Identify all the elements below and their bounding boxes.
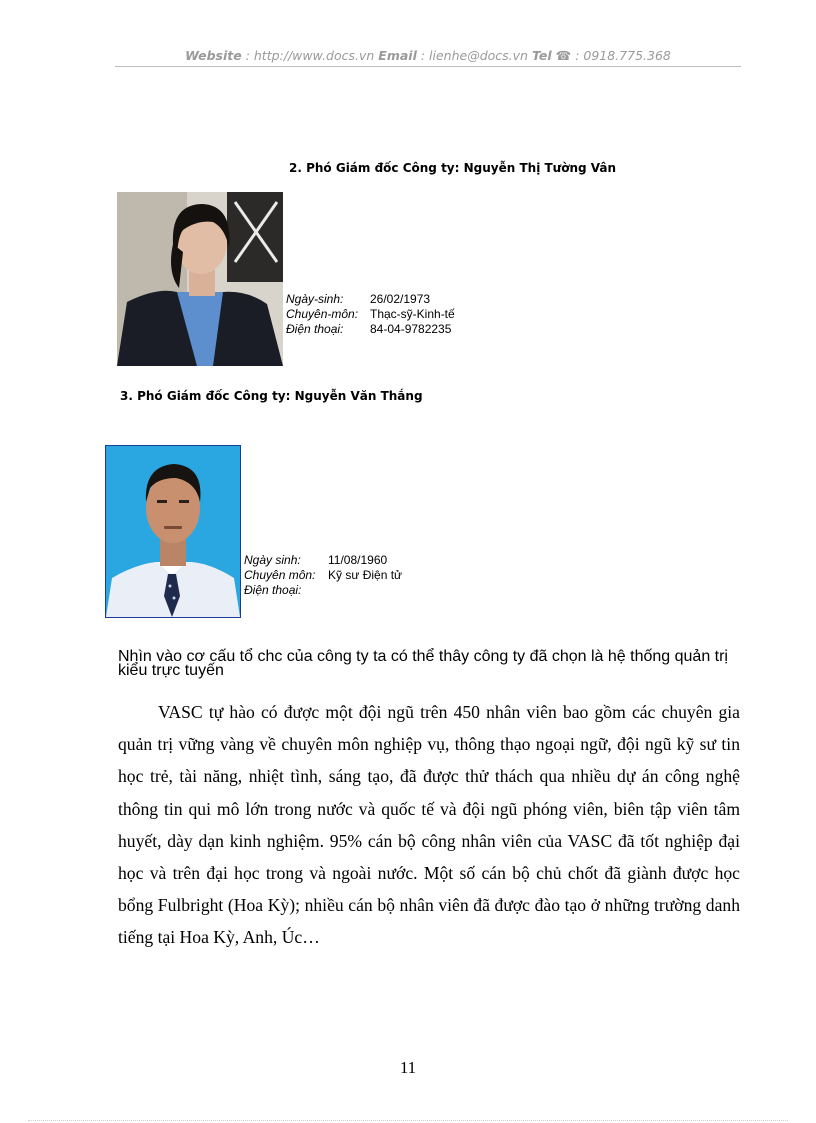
page-bottom-border bbox=[28, 1120, 788, 1121]
person1-birth-label: Ngày-sinh: bbox=[286, 292, 344, 306]
person1-info bbox=[286, 292, 455, 337]
person2-info bbox=[244, 553, 402, 598]
person1-phone-value: 84-04-9782235 bbox=[370, 322, 452, 336]
body-paragraph: VASC tự hào có được một đội ngũ trên 450 nhân viên bao gồm các chuyên gia quản trị vững vàng về chuyên môn nghiệp vụ, thông thạo ngoại ngữ, đội ngũ kỹ sư tin học trẻ, tài năng, nhiệt tình, sáng tạo, đã được thử thách qua nhiều dự án công nghệ thông tin qui mô lớn trong nước và quốc tế và đội ngũ phóng viên, biên tập viên tâm huyết, dày dạn kinh nghiệm. 95% cán bộ công nhân viên của VASC đã tốt nghiệp đại học và trên đại học trong và ngoài nước. Một số cán bộ chủ chốt đã giành được học bổng Fulbright (Hoa Kỳ); nhiều cán bộ nhân viên đã được đào tạo ở những trường danh tiếng tại Hoa Kỳ, Anh, Úc… bbox=[118, 702, 740, 948]
person2-photo bbox=[105, 445, 241, 618]
person1-photo bbox=[117, 192, 283, 366]
person2-birth-label: Ngày sinh: bbox=[244, 553, 301, 567]
header-divider bbox=[115, 66, 741, 67]
tel-label: Tel bbox=[531, 48, 552, 63]
person1-spec-label: Chuyên-môn: bbox=[286, 307, 359, 321]
website-value: : http://www.docs.vn bbox=[245, 48, 375, 63]
person1-heading: 2. Phó Giám đốc Công ty: Nguyễn Thị Tường Vân bbox=[289, 161, 617, 175]
page-number: 11 bbox=[399, 1058, 417, 1077]
person1-spec-value: Thạc-sỹ-Kinh-tế bbox=[370, 307, 455, 321]
person2-spec-label: Chuyên môn: bbox=[244, 568, 316, 582]
website-label: Website bbox=[185, 48, 242, 63]
person2-birth-value: 11/08/1960 bbox=[328, 553, 388, 567]
email-label: Email bbox=[378, 48, 417, 63]
person2-phone-label: Điện thoại: bbox=[244, 583, 302, 597]
page-header bbox=[115, 48, 741, 63]
tel-value: : 0918.775.368 bbox=[575, 48, 671, 63]
intro-text: Nhìn vào cơ cấu tổ chc của công ty ta có thể thây công ty đã chọn là hệ thống quản trị kiểu trực tuyến bbox=[118, 648, 728, 679]
email-value: : lienhe@docs.vn bbox=[420, 48, 528, 63]
person1-phone-label: Điện thoại: bbox=[286, 322, 344, 336]
person2-heading: 3. Phó Giám đốc Công ty: Nguyễn Văn Thắng bbox=[120, 389, 423, 403]
person1-birth-value: 26/02/1973 bbox=[370, 292, 431, 306]
person2-spec-value: Kỹ sư Điện tử bbox=[328, 568, 403, 582]
phone-icon: ☎ bbox=[555, 48, 572, 63]
